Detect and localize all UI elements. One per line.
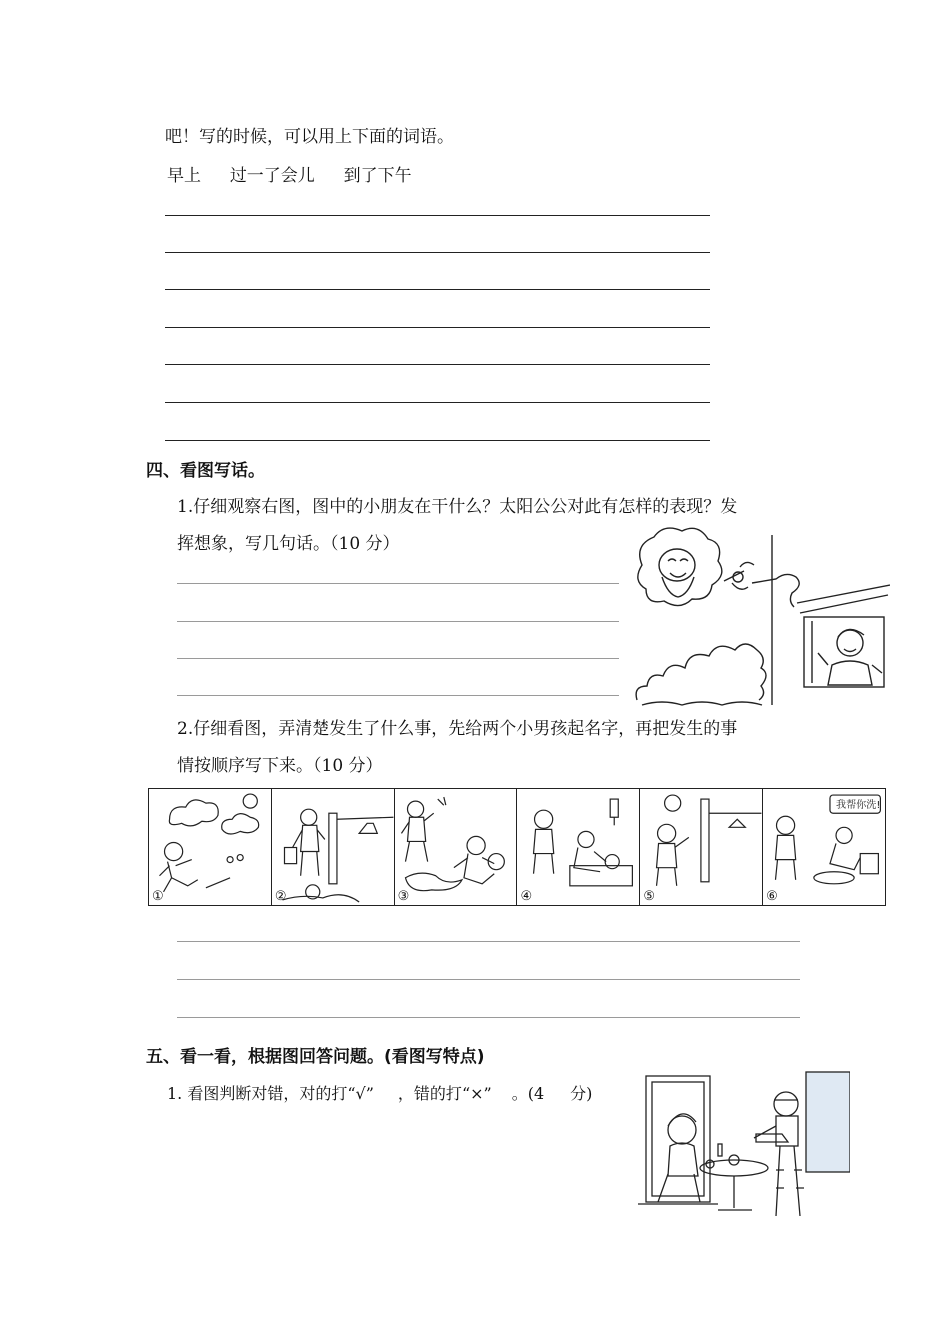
score-close: 分) [570,1084,593,1103]
score-open: 。(4 [511,1084,545,1103]
panel-number: ② [274,889,287,904]
writing-line[interactable] [165,215,710,216]
word-after-a-while: 过一了会儿 [229,166,315,186]
answer-line[interactable] [177,941,800,942]
speech-bubble-text: 我帮你洗! [836,800,881,812]
writing-line[interactable] [165,364,710,365]
intro-text: 吧！写的时候，可以用上下面的词语。 [165,127,454,147]
comic-panel-5 [640,789,763,905]
comic-panel-1 [149,789,272,905]
writing-line[interactable] [165,252,710,253]
check-mark: “√” [347,1084,374,1103]
comic-panel-6 [763,789,885,905]
sun-and-child-illustration [632,525,890,710]
panel-number: ④ [520,889,533,904]
answer-line[interactable] [177,695,619,696]
section-title-four: 四、看图写话。 [146,461,265,481]
question-middle: ，错的打 [397,1084,462,1103]
answer-line[interactable] [177,979,800,980]
question-2-line-2: 情按顺序写下来。（10 分） [177,756,383,776]
question-prefix: 1. 看图判断对错，对的打 [167,1084,348,1103]
question-5-1 [167,1081,592,1104]
cross-mark: “×” [461,1084,492,1103]
answer-line[interactable] [177,1017,800,1018]
section-title-five: 五、看一看，根据图回答问题。(看图写特点) [146,1047,485,1067]
panel-number: ③ [397,889,410,904]
writing-line[interactable] [165,327,710,328]
answer-line[interactable] [177,621,619,622]
question-2-line-1: 2.仔细看图，弄清楚发生了什么事，先给两个小男孩起名字，再把发生的事 [177,719,738,739]
question-1-line-2: 挥想象，写几句话。（10 分） [177,534,400,554]
comic-panel-3 [395,789,518,905]
word-list [167,161,412,186]
answer-line[interactable] [177,583,619,584]
comic-strip [148,788,886,906]
comic-panel-4 [517,789,640,905]
answer-line[interactable] [177,658,619,659]
word-morning: 早上 [167,166,201,186]
panel-number: ① [152,889,164,904]
panel-number: ⑥ [766,889,778,904]
question-1-line-1: 1.仔细观察右图，图中的小朋友在干什么？太阳公公对此有怎样的表现？发 [177,497,738,517]
writing-line[interactable] [165,289,710,290]
panel-number: ⑤ [643,889,655,904]
comic-panel-2 [272,789,395,905]
writing-line[interactable] [165,440,710,441]
writing-line[interactable] [165,402,710,403]
robot-waiter-illustration [638,1070,850,1222]
word-afternoon: 到了下午 [343,166,412,186]
